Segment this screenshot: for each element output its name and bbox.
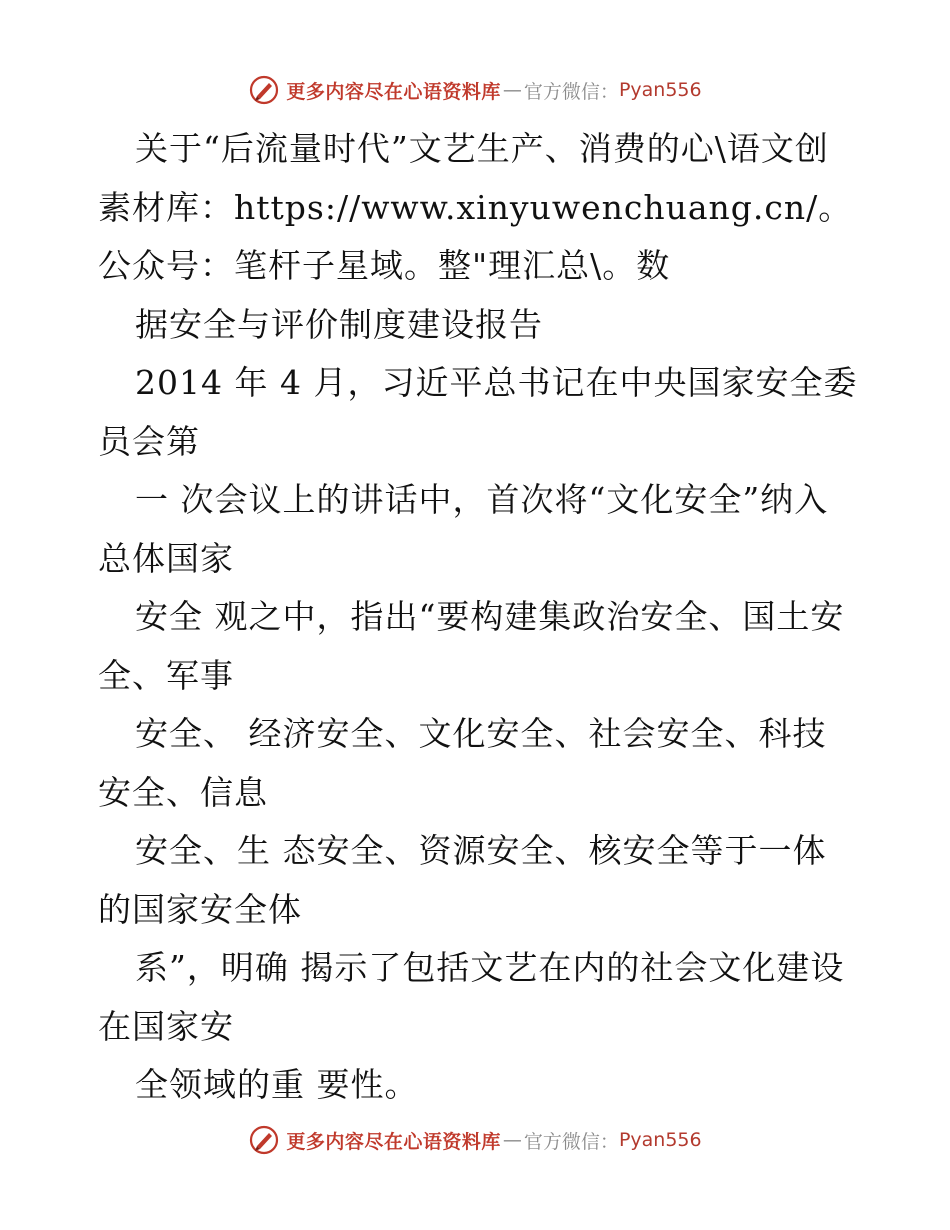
banner-wechat-id: Pyan556 [618, 79, 702, 101]
header-watermark-banner [0, 70, 950, 110]
paragraph: 关于“后流量时代”文艺生产、消费的心\语文创素材库：https://www.xinyuwenchuang.cn/。公众号：笔杆子星域。整"理汇总\。数 [98, 129, 853, 285]
document-body [98, 120, 858, 1115]
banner-wechat-label: 官方微信： [523, 1130, 619, 1153]
banner-main-text: 更多内容尽在心语资料库 [286, 80, 501, 103]
paragraph: 全领域的重 要性。 [135, 1065, 419, 1104]
paragraph: 一 次会议上的讲话中，首次将“文化安全”纳入总体国家 [98, 480, 829, 578]
banner-wechat-id: Pyan556 [618, 1129, 702, 1151]
paragraph: 2014 年 4 月，习近平总书记在中央国家安全委员会第 [98, 363, 858, 461]
brand-logo-icon [248, 74, 280, 106]
footer-watermark-banner [0, 1120, 950, 1160]
banner-main-text: 更多内容尽在心语资料库 [286, 1130, 501, 1153]
banner-dash: — [502, 1129, 522, 1151]
paragraph: 安全 观之中，指出“要构建集政治安全、国土安全、军事 [98, 597, 845, 695]
brand-logo-icon [248, 1124, 280, 1156]
paragraph: 系”，明确 揭示了包括文艺在内的社会文化建设在国家安 [98, 948, 845, 1046]
paragraph: 安全、 经济安全、文化安全、社会安全、科技安全、信息 [98, 714, 827, 812]
paragraph: 安全、生 态安全、资源安全、核安全等于一体的国家安全体 [98, 831, 827, 929]
paragraph: 据安全与评价制度建设报告 [135, 304, 543, 344]
banner-wechat-label: 官方微信： [523, 80, 619, 103]
banner-dash: — [502, 79, 522, 101]
